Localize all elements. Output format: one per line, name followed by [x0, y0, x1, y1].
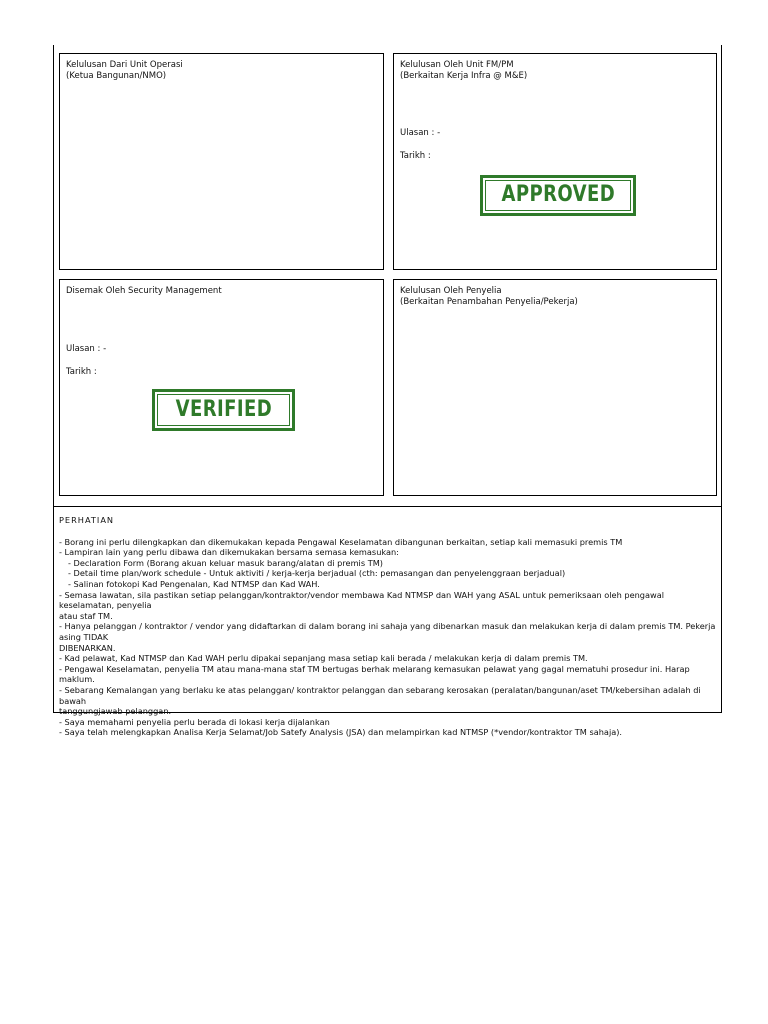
box-title: Disemak Oleh Security Management [66, 286, 222, 296]
box-title: Kelulusan Dari Unit Operasi [66, 60, 183, 70]
box-subtitle: (Ketua Bangunan/NMO) [66, 70, 167, 81]
note-item: - Sebarang Kemalangan yang berlaku ke atas pelanggan/ kontraktor pelanggan dan sebarang kerosakan (peralatan/bangunan/aset TM/kebersihan adalah di bawah [59, 684, 701, 706]
note-item: - Borang ini perlu dilengkapkan dan dikemukakan kepada Pengawal Keselamatan dibangunan berkaitan, setiap kali memasuki premis TM [59, 536, 623, 547]
box-unit-fmpm [393, 53, 717, 270]
ulasan-field: Ulasan : - [66, 344, 107, 354]
note-item: - Saya memahami penyelia perlu berada di lokasi kerja dijalankan [59, 716, 330, 727]
note-item: - Kad pelawat, Kad NTMSP dan Kad WAH perlu dipakai sepanjang masa setiap kali berada / melakukan kerja di dalam premis TM. [59, 653, 588, 664]
note-item: tanggungjawab pelanggan. [59, 706, 172, 717]
section-divider [54, 506, 721, 507]
box-title: Kelulusan Oleh Penyelia [400, 286, 502, 296]
note-item: DIBENARKAN. [59, 642, 116, 653]
note-subitem: - Declaration Form (Borang akuan keluar masuk barang/alatan di premis TM) [68, 557, 383, 568]
note-item: atau staf TM. [59, 610, 113, 621]
note-item: - Semasa lawatan, sila pastikan setiap pelanggan/kontraktor/vendor membawa Kad NTMSP dan WAH yang ASAL untuk pemeriksaan oleh pengawal keselamatan, penyelia [59, 589, 665, 611]
note-item: - Lampiran lain yang perlu dibawa dan dikemukakan bersama semasa kemasukan: [59, 547, 399, 558]
approved-stamp [480, 175, 636, 216]
ulasan-field: Ulasan : - [400, 128, 441, 138]
note-item: - Pengawal Keselamatan, penyelia TM atau mana-mana staf TM bertugas berhak melarang kemasukan pelawat yang gagal mematuhi prosedur ini. Harap maklum. [59, 663, 690, 685]
tarikh-field: Tarikh : [400, 151, 431, 161]
note-item: - Hanya pelanggan / kontraktor / vendor yang didaftarkan di dalam borang ini sahaja yang dibenarkan masuk dan melakukan kerja di dalam premis TM. Pekerja asing TIDAK [59, 621, 716, 642]
notes-title: PERHATIAN [59, 515, 115, 525]
box-unit-operasi [59, 53, 384, 270]
box-subtitle: (Berkaitan Penambahan Penyelia/Pekerja) [400, 296, 578, 307]
note-subitem: - Detail time plan/work schedule - Untuk aktiviti / kerja-kerja berjadual (cth: pemasangan dan penyelenggraan berjadual) [68, 568, 566, 579]
verified-stamp-text: VERIFIED [175, 396, 272, 422]
approval-form-sheet [53, 45, 722, 738]
note-subitem: - Salinan fotokopi Kad Pengenalan, Kad NTMSP dan Kad WAH. [68, 578, 320, 589]
box-penyelia [393, 279, 717, 496]
tarikh-field: Tarikh : [66, 367, 97, 377]
verified-stamp [152, 389, 295, 431]
note-item: - Saya telah melengkapkan Analisa Kerja Selamat/Job Satefy Analysis (JSA) dan melampirkan kad NTMSP (*vendor/kontraktor TM sahaja). [59, 727, 623, 738]
box-title: Kelulusan Oleh Unit FM/PM [400, 60, 514, 70]
perhatian-notes [59, 515, 719, 738]
approved-stamp-text: APPROVED [501, 182, 615, 208]
box-security-management [59, 279, 384, 496]
box-subtitle: (Berkaitan Kerja Infra @ M&E) [400, 70, 528, 81]
